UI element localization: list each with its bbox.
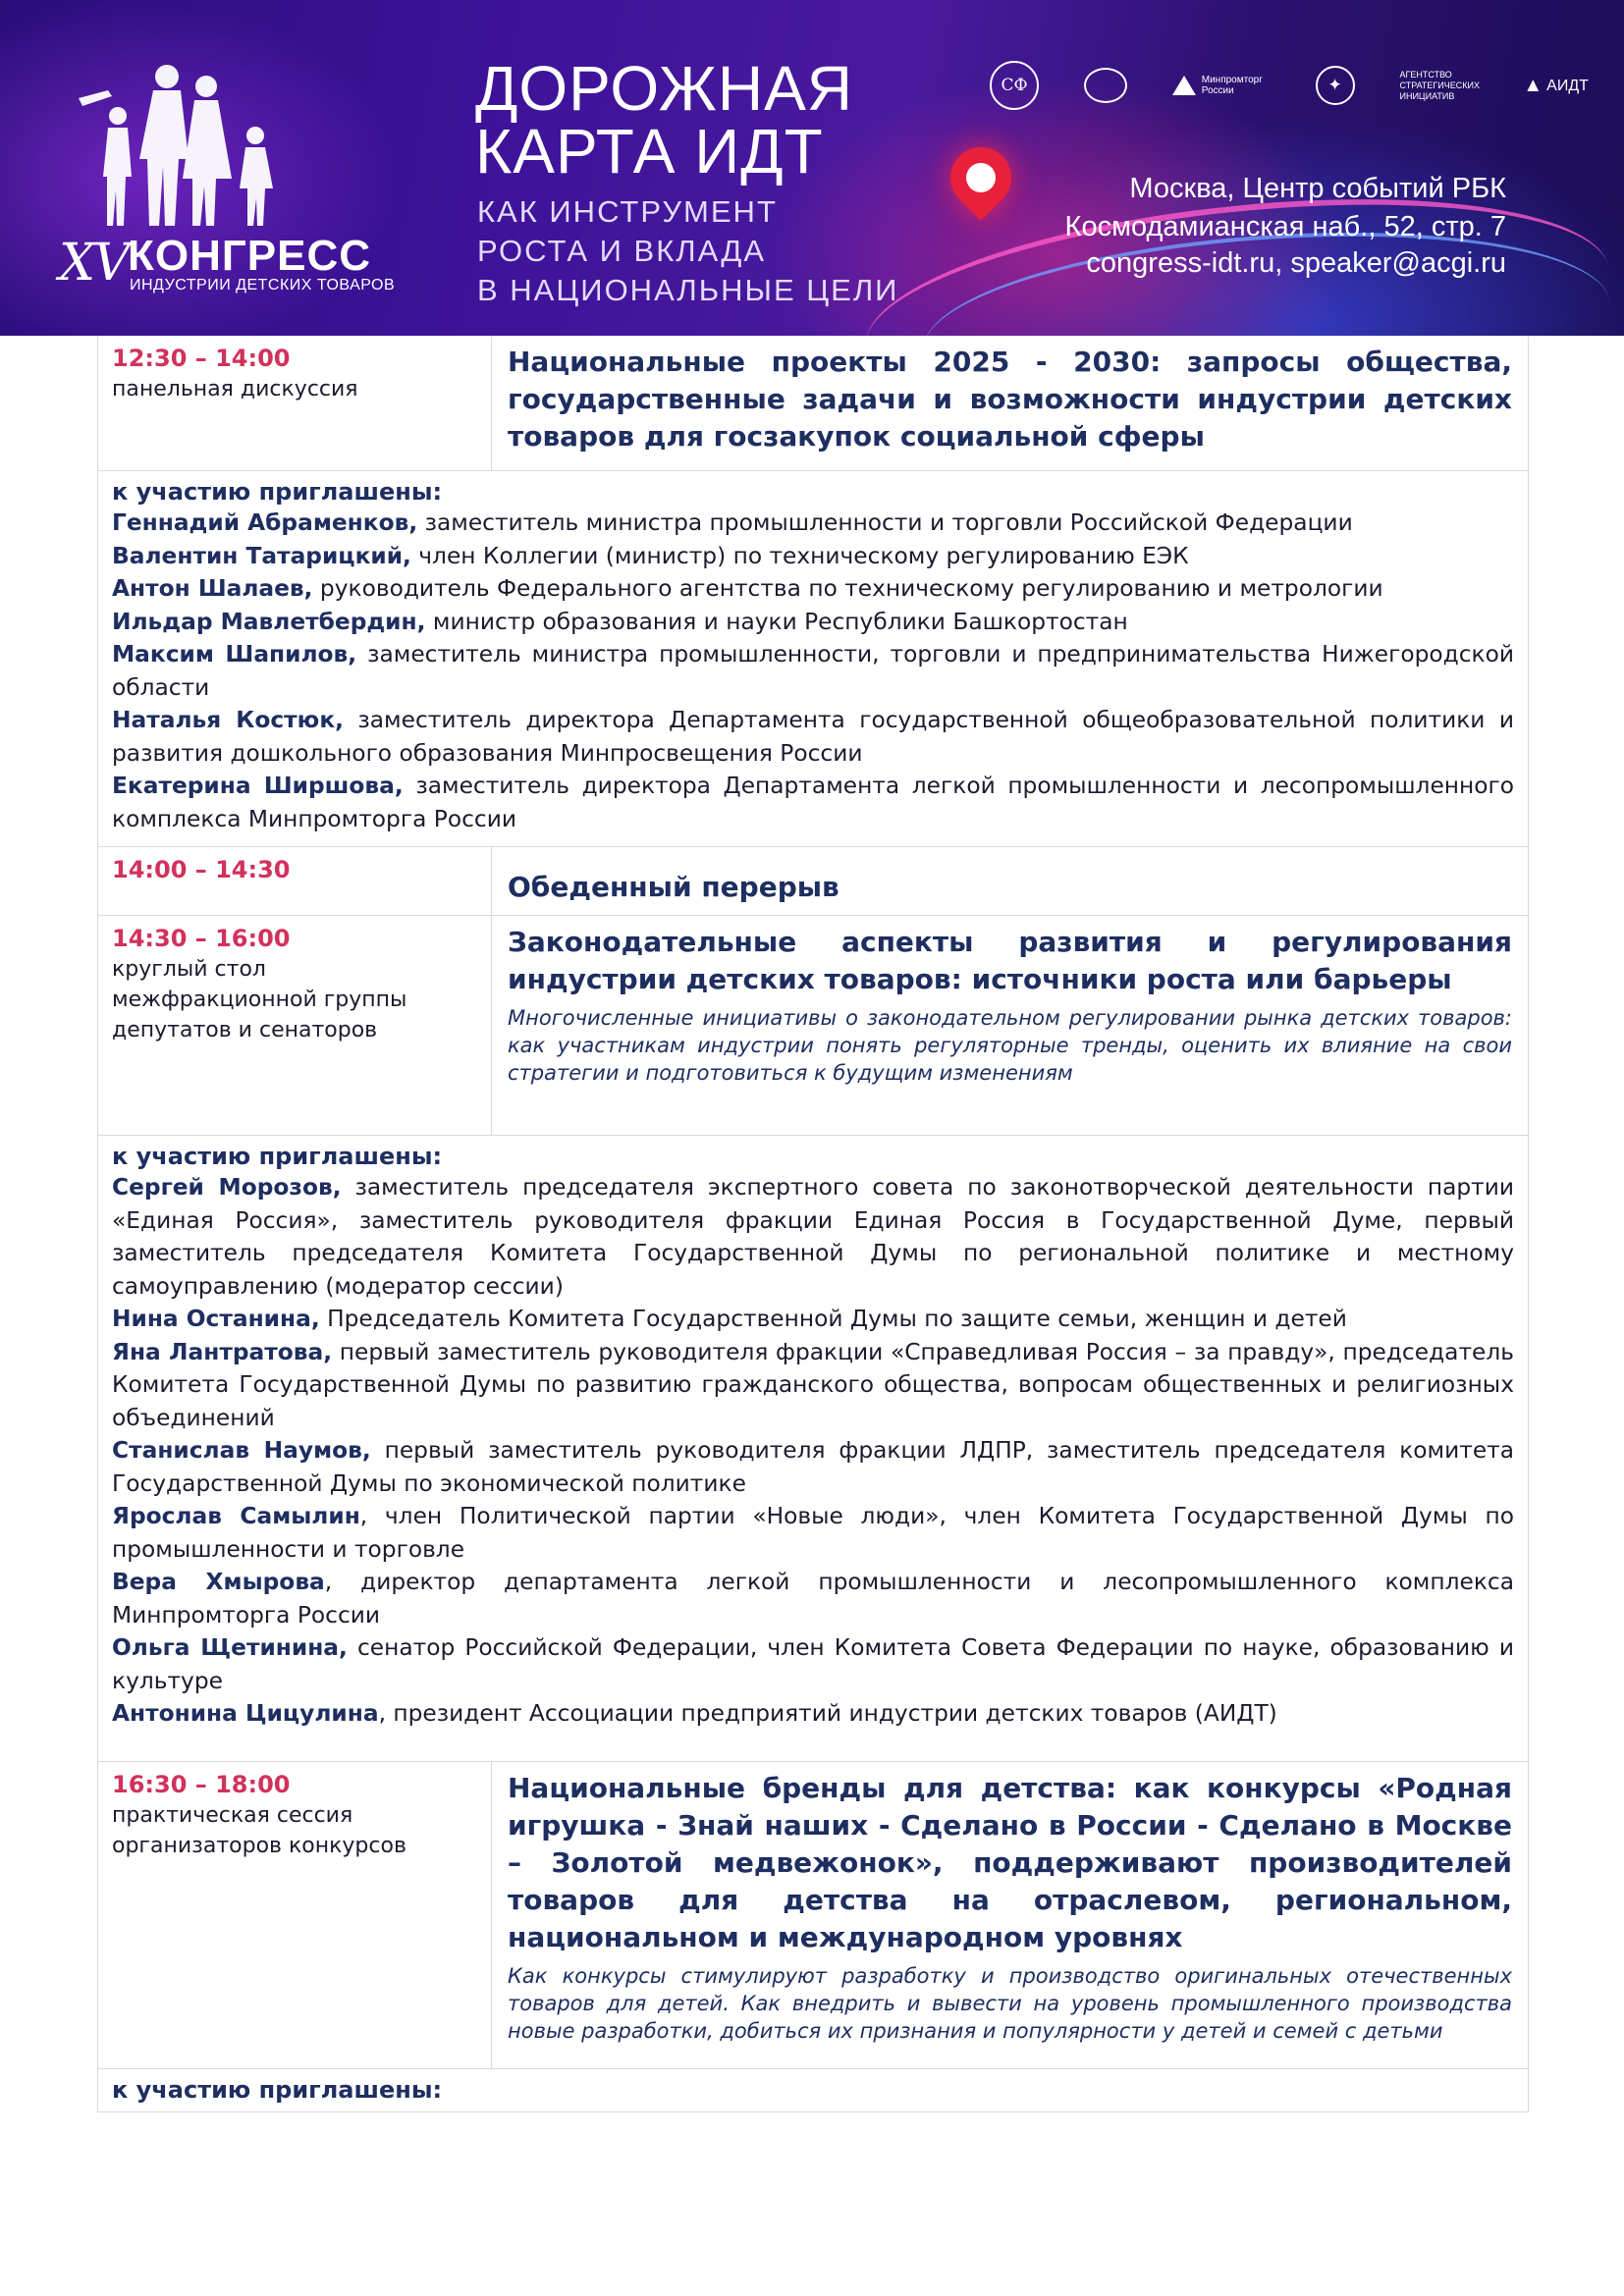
session-time-cell [98, 847, 492, 915]
session-time-cell [98, 1762, 492, 2068]
session-info-cell [492, 916, 1528, 1135]
invited-label: к участию приглашены: [112, 478, 443, 506]
speaker-item: Антон Шалаев, руководитель Федерального агентства по техническому регулированию и метрологии [112, 575, 1383, 602]
invited-label: к участию приглашены: [112, 1143, 443, 1170]
logo-wordmark: КОНГРЕСС [128, 232, 372, 280]
session-row [97, 1762, 1529, 2069]
speaker-item: Яна Лантратова, первый заместитель руководителя фракции «Справедливая Россия – за правду», председатель Комитета Государственной Думы по развитию гражданского общества, вопросам общественных и религиозных объединений [112, 1338, 1514, 1431]
speaker-item: Екатерина Ширшова, заместитель директора Департамента легкой промышленности и лесопромышленного комплекса Минпромторга России [112, 773, 1514, 832]
invited-label: к участию приглашены: [112, 2076, 443, 2104]
speaker-item: Вера Хмырова, директор департамента легкой промышленности и лесопромышленного комплекса Минпромторга России [112, 1569, 1514, 1629]
session-row [97, 916, 1529, 1136]
speakers-row [97, 2069, 1529, 2112]
speaker-item: Геннадий Абраменков, заместитель министра промышленности и торговли Российской Федерации [112, 509, 1353, 536]
speaker-item: Максим Шапилов, заместитель министра промышленности, торговли и предпринимательства Нижегородской области [112, 641, 1514, 701]
speaker-item: Наталья Костюк, заместитель директора Департамента государственной общеобразовательной политики и развития дошкольного образования Минпросвещения России [112, 707, 1514, 767]
venue-contacts: congress-idt.ru, speaker@acgi.ru [1086, 247, 1506, 279]
header-banner [0, 0, 1624, 336]
speaker-item: Валентин Татарицкий, член Коллегии (министр) по техническому регулированию ЕЭК [112, 542, 1189, 569]
eagle-emblem-icon: ✦ [1316, 66, 1355, 105]
banner-subtitle-line-1: КАК ИНСТРУМЕНТ [477, 194, 778, 229]
speakers-row [97, 1136, 1529, 1762]
logo-roman-numeral: XV [59, 234, 129, 293]
session-time: 14:00 – 14:30 [112, 856, 291, 883]
session-description: Многочисленные инициативы о законодательном регулировании рынка детских товаров: как участникам индустрии понять регуляторные тренды, оценить их влияние на свои стратегии и подготовиться к будущим изменениям [508, 1006, 1512, 1085]
session-title: Национальные бренды для детства: как конкурсы «Родная игрушка - Знай наших - Сделано в России - Сделано в Москве – Золотой медвежонок», поддерживают производителей товаров для детства на отраслевом, региональном, национальном и международном уровнях [508, 1772, 1512, 1953]
session-time-cell [98, 336, 492, 470]
speakers-cell [98, 2069, 1528, 2111]
speaker-item: Станислав Наумов, первый заместитель руководителя фракции ЛДПР, заместитель председателя комитета Государственной Думы по экономической политике [112, 1437, 1515, 1497]
session-info-cell [492, 1762, 1528, 2068]
family-silhouette-icon [59, 59, 353, 226]
speaker-list [112, 1171, 1514, 1731]
speakers-cell [98, 1136, 1528, 1761]
session-info-cell [492, 847, 1528, 915]
sf-emblem-icon: СФ [990, 61, 1039, 110]
speaker-item: Ольга Щетинина, сенатор Российской Федерации, член Комитета Совета Федерации по науке, образованию и культуре [112, 1634, 1515, 1694]
minpromtorg-triangle-icon: Минпромторг России [1172, 75, 1271, 96]
speaker-list [112, 507, 1514, 835]
session-title: Национальные проекты 2025 - 2030: запросы общества, государственные задачи и возможности индустрии детских товаров для госзакупок социальной сферы [508, 346, 1512, 453]
speaker-item: Нина Останина, Председатель Комитета Государственной Думы по защите семьи, женщин и детей [112, 1306, 1347, 1332]
session-title: Обеденный перерыв [508, 871, 839, 903]
session-time: 12:30 – 14:00 [112, 345, 291, 372]
banner-title-line-1: ДОРОЖНАЯ [475, 53, 853, 124]
speaker-item: Ярослав Самылин, член Политической партии «Новые люди», член Комитета Государственной Думы по промышленности и торговле [112, 1503, 1514, 1563]
speaker-item: Антонина Цицулина, президент Ассоциации предприятий индустрии детских товаров (АИДТ) [112, 1700, 1277, 1727]
ministry-emblem-icon [1084, 68, 1127, 103]
session-time: 16:30 – 18:00 [112, 1771, 291, 1798]
session-description: Как конкурсы стимулируют разработку и производство оригинальных отечественных товаров для детей. Как внедрить и вывести на уровень промышленного производства новые разработки, добиться их признания и популярности у детей и семей с детьми [508, 1964, 1512, 2043]
venue-address: Космодамианская наб., 52, стр. 7 [1064, 211, 1506, 242]
session-row [97, 336, 1529, 471]
partner-logos [990, 61, 1618, 110]
schedule-table [97, 336, 1529, 2112]
speaker-item: Ильдар Мавлетбердин, министр образования и науки Республики Башкортостан [112, 608, 1128, 635]
speakers-row [97, 471, 1529, 847]
session-format: круглый стол межфракционной группы депутатов и сенаторов [112, 957, 407, 1042]
session-time: 14:30 – 16:00 [112, 925, 291, 952]
session-info-cell [492, 336, 1528, 470]
session-format: панельная дискуссия [112, 377, 358, 401]
banner-subtitle-line-2: РОСТА И ВКЛАДА [477, 234, 767, 268]
venue-name: Москва, Центр событий РБК [1129, 173, 1506, 204]
logo-subtitle: ИНДУСТРИИ ДЕТСКИХ ТОВАРОВ [130, 277, 396, 294]
banner-subtitle-line-3: В НАЦИОНАЛЬНЫЕ ЦЕЛИ [477, 273, 899, 307]
session-row [97, 847, 1529, 916]
session-title: Законодательные аспекты развития и регулирования индустрии детских товаров: источники роста или барьеры [508, 926, 1512, 995]
location-pin-icon [938, 134, 1024, 221]
session-time-cell [98, 916, 492, 1135]
aidt-icon: ▲ АИДТ [1523, 74, 1589, 96]
speakers-cell [98, 471, 1528, 846]
banner-title-line-2: КАРТА ИДТ [475, 116, 824, 187]
speaker-item: Сергей Морозов, заместитель председателя экспертного совета по законотворческой деятельности партии «Единая Россия», заместитель руководителя фракции Единая Россия в Государственной Думе, первый заместитель председателя Комитета Государственной Думы по региональной политике и местному самоуправлению (модератор сессии) [112, 1174, 1514, 1300]
session-format: практическая сессия организаторов конкурсов [112, 1803, 406, 1858]
asi-icon: АГЕНТСТВО СТРАТЕГИЧЕСКИХ ИНИЦИАТИВ [1399, 69, 1480, 101]
